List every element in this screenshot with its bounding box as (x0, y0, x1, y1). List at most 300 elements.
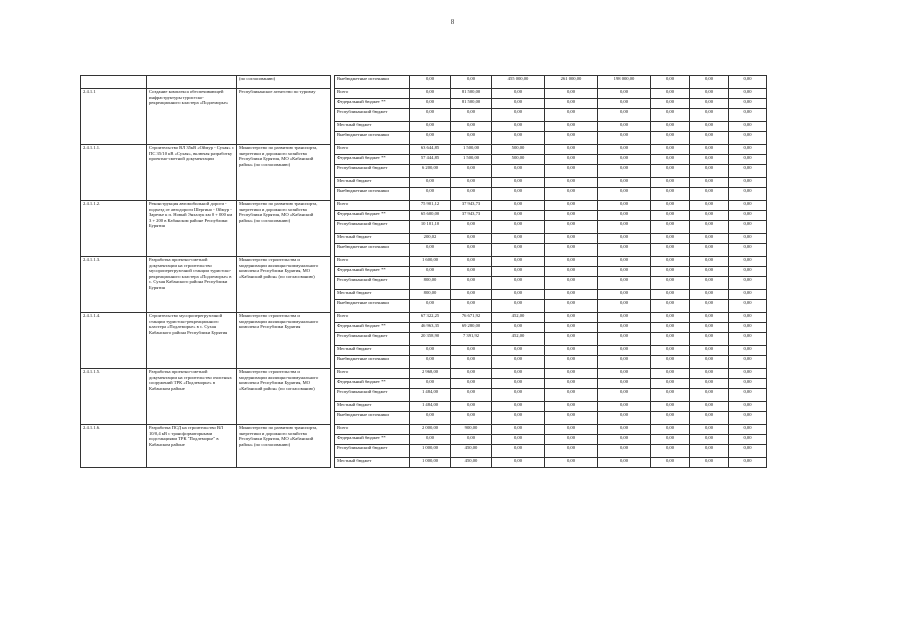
amount-cell: 0,00 (598, 99, 651, 109)
amount-cell: 0,00 (729, 244, 767, 257)
amount-cell: 0,00 (545, 389, 598, 402)
amount-cell: 0,00 (598, 277, 651, 290)
amount-cell: 0,00 (451, 257, 492, 267)
amount-cell: 0,00 (729, 257, 767, 267)
amount-cell: 0,00 (651, 76, 690, 89)
amount-cell: 0,00 (545, 346, 598, 356)
amount-cell: 0,00 (492, 165, 545, 178)
amount-cell: 0,00 (492, 109, 545, 122)
funding-source: Федеральный бюджет ** (335, 155, 410, 165)
amount-cell: 0,00 (598, 425, 651, 435)
amount-cell: 0,00 (545, 356, 598, 369)
amount-cell: 0,00 (690, 221, 729, 234)
funding-source: Внебюджетные источники (335, 300, 410, 313)
amount-cell: 0,00 (410, 435, 451, 445)
amount-cell: 0,00 (729, 313, 767, 323)
amount-cell: 0,00 (598, 369, 651, 379)
amount-cell: 800,00 (410, 290, 451, 300)
item-responsible: (по согласованию) (237, 76, 331, 89)
amount-cell: 57 444,85 (410, 155, 451, 165)
amount-cell: 0,00 (545, 267, 598, 277)
amount-cell: 0,00 (451, 122, 492, 132)
amount-cell: 0,00 (598, 356, 651, 369)
amount-cell: 0,00 (492, 346, 545, 356)
amount-cell: 0,00 (651, 165, 690, 178)
amount-cell: 0,00 (729, 76, 767, 89)
amount-cell: 0,00 (690, 369, 729, 379)
amount-cell: 0,00 (451, 346, 492, 356)
amount-cell: 0,00 (598, 412, 651, 425)
amount-cell: 0,00 (410, 188, 451, 201)
amount-cell: 67 322,25 (410, 313, 451, 323)
amount-cell: 0,00 (651, 356, 690, 369)
item-name: Разработка проектно-сметной документации на строительство очистных сооружений ТРК «Подлеморье» в Кабанском районе (147, 369, 237, 425)
funding-source: Всего (335, 425, 410, 435)
amount-cell: 0,00 (729, 323, 767, 333)
funding-source: Внебюджетные источники (335, 188, 410, 201)
amount-cell: 0,00 (545, 300, 598, 313)
amount-cell: 0,00 (545, 379, 598, 389)
amount-cell: 452,00 (492, 333, 545, 346)
funding-source: Местный бюджет (335, 458, 410, 468)
funding-source: Федеральный бюджет ** (335, 435, 410, 445)
funding-source: Внебюджетные источники (335, 356, 410, 369)
amount-cell: 0,00 (690, 211, 729, 221)
amount-cell: 1 000,00 (410, 458, 451, 468)
amount-cell: 0,00 (651, 109, 690, 122)
funding-source: Республиканский бюджет (335, 277, 410, 290)
amount-cell: 0,00 (729, 458, 767, 468)
amount-cell: 0,00 (492, 178, 545, 188)
amount-cell: 0,00 (545, 109, 598, 122)
amount-cell: 0,00 (690, 155, 729, 165)
amount-cell: 0,00 (545, 188, 598, 201)
amount-cell: 0,00 (545, 165, 598, 178)
amount-cell: 0,00 (492, 122, 545, 132)
funding-source: Местный бюджет (335, 234, 410, 244)
amount-cell: 0,00 (690, 201, 729, 211)
amount-cell: 0,00 (729, 155, 767, 165)
amount-cell: 0,00 (651, 425, 690, 435)
amount-cell: 0,00 (598, 402, 651, 412)
item-name: Строительство мусороперегрузочной станции туристско-рекреационного кластера «Подлеморье» в с. Сухая Кабанского района Республики Бурятия (147, 313, 237, 369)
amount-cell: 0,00 (492, 425, 545, 435)
amount-cell: 0,00 (729, 445, 767, 458)
amount-cell: 0,00 (492, 221, 545, 234)
funding-source: Республиканский бюджет (335, 445, 410, 458)
budget-table (80, 75, 767, 468)
amount-cell: 75 901,12 (410, 201, 451, 211)
amount-cell: 0,00 (598, 155, 651, 165)
amount-cell: 0,00 (451, 277, 492, 290)
amount-cell: 0,00 (598, 435, 651, 445)
amount-cell: 0,00 (451, 267, 492, 277)
amount-cell: 0,00 (598, 313, 651, 323)
amount-cell: 0,00 (598, 323, 651, 333)
amount-cell: 0,00 (598, 244, 651, 257)
amount-cell: 0,00 (410, 99, 451, 109)
amount-cell: 0,00 (492, 435, 545, 445)
amount-cell: 0,00 (651, 369, 690, 379)
amount-cell: 0,00 (410, 122, 451, 132)
amount-cell: 0,00 (690, 145, 729, 155)
funding-source: Местный бюджет (335, 402, 410, 412)
amount-cell: 1 484,00 (410, 389, 451, 402)
amount-cell: 0,00 (690, 188, 729, 201)
item-responsible: Министерство строительства и модернизации жилищно-коммунального комплекса Республики Бурятия (237, 313, 331, 369)
amount-cell: 0,00 (690, 356, 729, 369)
amount-cell: 0,00 (492, 323, 545, 333)
item-responsible: Министерство строительства и модернизации жилищно-коммунального комплекса Республики Бурятия, МО «Кабанский район» (по согласованию) (237, 369, 331, 425)
amount-cell: 0,00 (598, 122, 651, 132)
amount-cell: 0,00 (729, 211, 767, 221)
amount-cell: 0,00 (410, 244, 451, 257)
page-number: 8 (450, 18, 455, 26)
item-responsible: Министерство по развитию транспорта, энергетики и дорожного хозяйства Республики Бурятия, МО «Кабанский район» (по согласованию) (237, 425, 331, 468)
amount-cell: 1 500,00 (451, 145, 492, 155)
funding-source: Внебюджетные источники (335, 244, 410, 257)
amount-cell: 0,00 (729, 333, 767, 346)
amount-cell: 500,00 (492, 145, 545, 155)
amount-cell: 0,00 (545, 244, 598, 257)
amount-cell: 0,00 (545, 277, 598, 290)
amount-cell: 65 600,00 (410, 211, 451, 221)
amount-cell: 0,00 (451, 188, 492, 201)
amount-cell: 0,00 (451, 379, 492, 389)
amount-cell: 0,00 (451, 369, 492, 379)
amount-cell: 0,00 (729, 188, 767, 201)
amount-cell: 0,00 (651, 211, 690, 221)
amount-cell: 0,00 (598, 445, 651, 458)
amount-cell: 0,00 (545, 323, 598, 333)
amount-cell: 0,00 (729, 201, 767, 211)
amount-cell: 450,00 (451, 458, 492, 468)
item-code: 2.4.1.1.6. (81, 425, 147, 468)
item-name: Создание комплекса обеспечивающей инфраструктуры туристско-рекреационного кластера «Подлеморье» (147, 89, 237, 145)
amount-cell: 0,00 (545, 99, 598, 109)
amount-cell: 1 600,00 (410, 257, 451, 267)
amount-cell: 0,00 (651, 201, 690, 211)
amount-cell: 0,00 (651, 458, 690, 468)
amount-cell: 0,00 (410, 412, 451, 425)
amount-cell: 0,00 (651, 188, 690, 201)
amount-cell: 0,00 (690, 389, 729, 402)
amount-cell: 81 500,00 (451, 99, 492, 109)
amount-cell: 0,00 (598, 290, 651, 300)
amount-cell: 0,00 (545, 178, 598, 188)
amount-cell: 0,00 (598, 458, 651, 468)
amount-cell: 0,00 (410, 379, 451, 389)
amount-cell: 0,00 (690, 109, 729, 122)
amount-cell: 0,00 (410, 109, 451, 122)
item-name: Разработка ПСД на строительство ВЛ 10/0,4 кВ с трансформаторными подстанциями ТРК "Подлеморье" в Кабанском районе (147, 425, 237, 468)
amount-cell: 0,00 (545, 122, 598, 132)
funding-source: Федеральный бюджет ** (335, 99, 410, 109)
item-name: Строительство ВЛ 35кВ «Оймур - Сухая» с ПС 35/10 кВ «Сухая», включая разработку проектно-сметной документации (147, 145, 237, 201)
item-code: 2.4.1.1.4. (81, 313, 147, 369)
amount-cell: 0,00 (451, 412, 492, 425)
table-row (81, 201, 767, 211)
amount-cell: 0,00 (651, 277, 690, 290)
amount-cell: 0,00 (651, 333, 690, 346)
amount-cell: 0,00 (451, 221, 492, 234)
amount-cell: 0,00 (492, 402, 545, 412)
amount-cell: 0,00 (598, 201, 651, 211)
amount-cell: 0,00 (729, 425, 767, 435)
amount-cell: 0,00 (492, 234, 545, 244)
amount-cell: 0,00 (410, 178, 451, 188)
funding-source: Всего (335, 201, 410, 211)
funding-source: Местный бюджет (335, 290, 410, 300)
amount-cell: 0,00 (492, 389, 545, 402)
item-code (81, 76, 147, 89)
amount-cell: 0,00 (598, 89, 651, 99)
amount-cell: 0,00 (598, 109, 651, 122)
amount-cell: 0,00 (492, 188, 545, 201)
amount-cell: 0,00 (690, 333, 729, 346)
item-name: Разработка проектно-сметной документации на строительство мусороперегрузочной станции туристско-рекреационного кластера «Подлеморье» в с. Сухая Кабанского района Республики Бурятия (147, 257, 237, 313)
amount-cell: 0,00 (729, 412, 767, 425)
amount-cell: 0,00 (729, 356, 767, 369)
amount-cell: 10 101,10 (410, 221, 451, 234)
amount-cell: 0,00 (598, 188, 651, 201)
amount-cell: 0,00 (492, 379, 545, 389)
amount-cell: 0,00 (598, 165, 651, 178)
amount-cell: 0,00 (545, 333, 598, 346)
amount-cell: 0,00 (545, 234, 598, 244)
amount-cell: 0,00 (690, 379, 729, 389)
funding-source: Внебюджетные источники (335, 76, 410, 89)
amount-cell: 0,00 (545, 221, 598, 234)
amount-cell: 0,00 (492, 244, 545, 257)
amount-cell: 0,00 (451, 402, 492, 412)
amount-cell: 0,00 (492, 201, 545, 211)
amount-cell: 0,00 (410, 76, 451, 89)
table-row (81, 313, 767, 323)
funding-source: Всего (335, 369, 410, 379)
amount-cell: 0,00 (451, 290, 492, 300)
amount-cell: 0,00 (651, 122, 690, 132)
amount-cell: 0,00 (651, 221, 690, 234)
item-responsible: Министерство строительства и модернизации жилищно-коммунального комплекса Республики Бурятия, МО «Кабанский район» (по согласованию) (237, 257, 331, 313)
amount-cell: 76 671,92 (451, 313, 492, 323)
amount-cell: 0,00 (598, 211, 651, 221)
amount-cell: 0,00 (598, 389, 651, 402)
amount-cell: 0,00 (598, 267, 651, 277)
amount-cell: 0,00 (492, 277, 545, 290)
amount-cell: 0,00 (690, 122, 729, 132)
funding-source: Внебюджетные источники (335, 132, 410, 145)
funding-source: Внебюджетные источники (335, 412, 410, 425)
amount-cell: 0,00 (492, 412, 545, 425)
amount-cell: 0,00 (492, 211, 545, 221)
funding-source: Федеральный бюджет ** (335, 323, 410, 333)
amount-cell: 0,00 (492, 445, 545, 458)
amount-cell: 0,00 (545, 132, 598, 145)
funding-source: Всего (335, 257, 410, 267)
amount-cell: 0,00 (651, 99, 690, 109)
amount-cell: 0,00 (451, 244, 492, 257)
amount-cell: 0,00 (598, 257, 651, 267)
amount-cell: 0,00 (651, 178, 690, 188)
amount-cell: 1 484,00 (410, 402, 451, 412)
amount-cell: 0,00 (729, 145, 767, 155)
funding-source: Республиканский бюджет (335, 165, 410, 178)
amount-cell: 0,00 (598, 145, 651, 155)
amount-cell: 800,00 (410, 277, 451, 290)
table-row (81, 257, 767, 267)
amount-cell: 2 000,00 (410, 425, 451, 435)
amount-cell: 0,00 (690, 300, 729, 313)
amount-cell: 0,00 (690, 234, 729, 244)
amount-cell: 0,00 (451, 76, 492, 89)
amount-cell: 0,00 (492, 458, 545, 468)
amount-cell: 0,00 (690, 132, 729, 145)
amount-cell: 0,00 (690, 323, 729, 333)
amount-cell: 0,00 (545, 201, 598, 211)
amount-cell: 7 391,92 (451, 333, 492, 346)
amount-cell: 0,00 (545, 290, 598, 300)
amount-cell: 2 968,00 (410, 369, 451, 379)
item-code: 2.4.1.1.1. (81, 145, 147, 201)
amount-cell: 0,00 (545, 458, 598, 468)
amount-cell: 0,00 (690, 89, 729, 99)
amount-cell: 0,00 (545, 313, 598, 323)
amount-cell: 0,00 (690, 402, 729, 412)
table-row (81, 425, 767, 435)
amount-cell: 0,00 (651, 389, 690, 402)
amount-cell: 0,00 (651, 445, 690, 458)
amount-cell: 0,00 (729, 379, 767, 389)
amount-cell: 0,00 (410, 300, 451, 313)
amount-cell: 0,00 (410, 356, 451, 369)
amount-cell: 0,00 (690, 257, 729, 267)
amount-cell: 0,00 (690, 445, 729, 458)
amount-cell: 0,00 (492, 369, 545, 379)
amount-cell: 0,00 (690, 277, 729, 290)
funding-source: Всего (335, 89, 410, 99)
amount-cell: 69 280,00 (451, 323, 492, 333)
amount-cell: 0,00 (492, 356, 545, 369)
item-code: 2.4.1.1.2. (81, 201, 147, 257)
amount-cell: 0,00 (690, 412, 729, 425)
amount-cell: 1 500,00 (451, 155, 492, 165)
amount-cell: 81 500,00 (451, 89, 492, 99)
amount-cell: 0,00 (651, 435, 690, 445)
item-responsible: Министерство по развитию транспорта, энергетики и дорожного хозяйства Республики Бурятия, МО «Кабанский район» (по согласованию) (237, 145, 331, 201)
amount-cell: 20 358,90 (410, 333, 451, 346)
amount-cell: 0,00 (690, 313, 729, 323)
item-responsible: Республиканское агентство по туризму (237, 89, 331, 145)
amount-cell: 0,00 (690, 165, 729, 178)
amount-cell: 0,00 (690, 76, 729, 89)
amount-cell: 0,00 (598, 346, 651, 356)
amount-cell: 0,00 (651, 267, 690, 277)
funding-source: Всего (335, 145, 410, 155)
item-responsible: Министерство по развитию транспорта, энергетики и дорожного хозяйства Республики Бурятия, МО «Кабанский район» (по согласованию) (237, 201, 331, 257)
table-row (81, 76, 767, 89)
amount-cell: 0,00 (651, 155, 690, 165)
amount-cell: 0,00 (545, 412, 598, 425)
amount-cell: 0,00 (545, 435, 598, 445)
amount-cell: 0,00 (651, 379, 690, 389)
amount-cell: 0,00 (410, 132, 451, 145)
amount-cell: 0,00 (598, 221, 651, 234)
funding-source: Всего (335, 313, 410, 323)
amount-cell: 0,00 (545, 425, 598, 435)
amount-cell: 0,00 (729, 178, 767, 188)
funding-source: Местный бюджет (335, 346, 410, 356)
amount-cell: 0,00 (598, 333, 651, 346)
amount-cell: 0,00 (729, 221, 767, 234)
amount-cell: 0,00 (690, 290, 729, 300)
amount-cell: 0,00 (729, 99, 767, 109)
table-row (81, 369, 767, 379)
amount-cell: 0,00 (451, 356, 492, 369)
amount-cell: 0,00 (729, 346, 767, 356)
amount-cell: 0,00 (492, 257, 545, 267)
amount-cell: 0,00 (729, 234, 767, 244)
amount-cell: 37 943,73 (451, 211, 492, 221)
amount-cell: 0,00 (451, 109, 492, 122)
amount-cell: 0,00 (729, 89, 767, 99)
amount-cell: 0,00 (651, 89, 690, 99)
amount-cell: 37 943,73 (451, 201, 492, 211)
table-row (81, 89, 767, 99)
amount-cell: 0,00 (451, 132, 492, 145)
amount-cell: 0,00 (598, 132, 651, 145)
amount-cell: 0,00 (690, 435, 729, 445)
amount-cell: 0,00 (545, 369, 598, 379)
item-code: 2.4.1.1 (81, 89, 147, 145)
funding-source: Республиканский бюджет (335, 221, 410, 234)
amount-cell: 0,00 (492, 300, 545, 313)
amount-cell: 0,00 (651, 132, 690, 145)
funding-source: Республиканский бюджет (335, 333, 410, 346)
amount-cell: 0,00 (410, 89, 451, 99)
item-name: Реконструкция автомобильной дороги - подъезд от автодороги Шергино - Оймур - Заречье к п. Новый Энхалук км 0 + 000 км 3 + 200 в Кабанском районе Республики Бурятия (147, 201, 237, 257)
funding-source: Местный бюджет (335, 122, 410, 132)
funding-source: Республиканский бюджет (335, 389, 410, 402)
amount-cell: 0,00 (729, 369, 767, 379)
funding-source: Местный бюджет (335, 178, 410, 188)
amount-cell: 0,00 (690, 99, 729, 109)
amount-cell: 0,00 (651, 300, 690, 313)
funding-source: Федеральный бюджет ** (335, 267, 410, 277)
amount-cell: 6 200,00 (410, 165, 451, 178)
amount-cell: 0,00 (729, 290, 767, 300)
funding-source: Федеральный бюджет ** (335, 211, 410, 221)
amount-cell: 0,00 (598, 379, 651, 389)
amount-cell: 0,00 (729, 267, 767, 277)
amount-cell: 0,00 (651, 402, 690, 412)
amount-cell: 0,00 (492, 132, 545, 145)
amount-cell: 0,00 (651, 412, 690, 425)
amount-cell: 0,00 (545, 155, 598, 165)
amount-cell: 0,00 (651, 346, 690, 356)
amount-cell: 0,00 (598, 300, 651, 313)
amount-cell: 455 000,00 (492, 76, 545, 89)
amount-cell: 0,00 (690, 425, 729, 435)
amount-cell: 0,00 (690, 244, 729, 257)
amount-cell: 0,00 (729, 300, 767, 313)
amount-cell: 63 644,85 (410, 145, 451, 155)
amount-cell: 0,00 (545, 402, 598, 412)
amount-cell: 900,00 (451, 425, 492, 435)
amount-cell: 1 000,00 (410, 445, 451, 458)
amount-cell: 500,00 (492, 155, 545, 165)
amount-cell: 452,00 (492, 313, 545, 323)
